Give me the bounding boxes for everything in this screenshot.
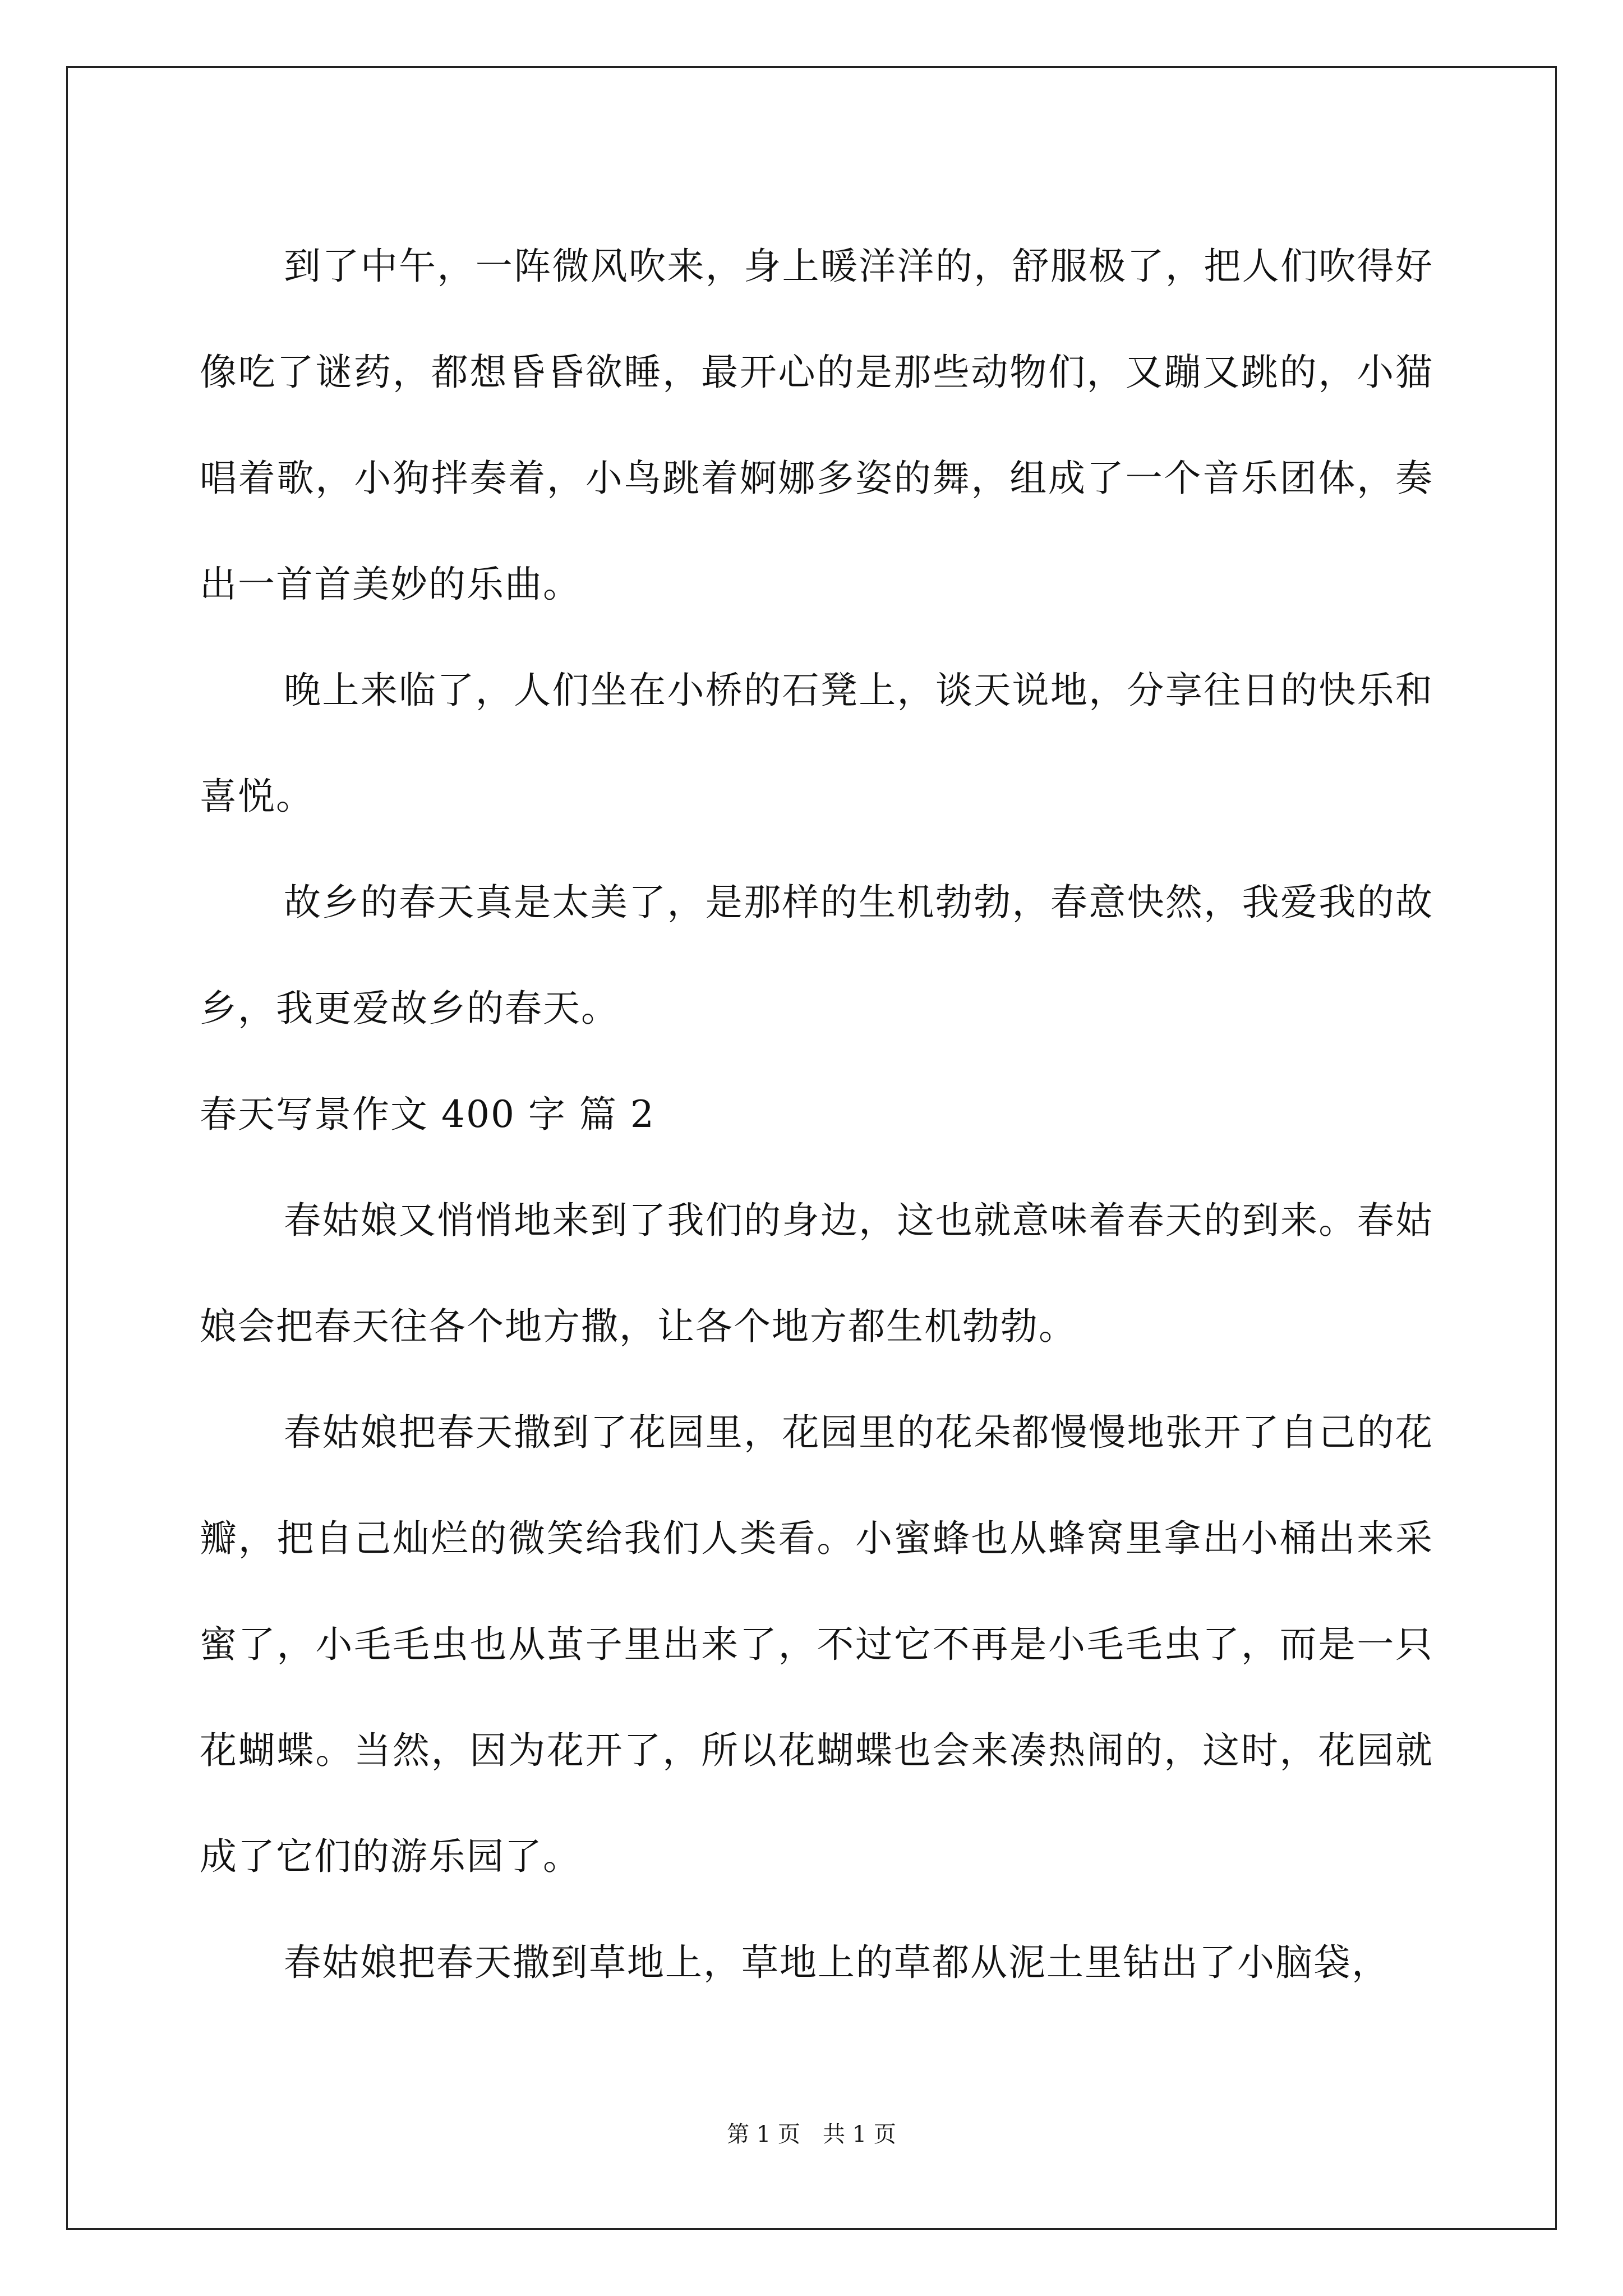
paragraph: 故乡的春天真是太美了，是那样的生机勃勃，春意快然，我爱我的故乡，我更爱故乡的春天。 xyxy=(200,881,1433,1030)
page-number-footer: 第 1 页 共 1 页 xyxy=(727,2122,896,2147)
paragraph: 春姑娘把春天撒到草地上，草地上的草都从泥土里钻出了小脑袋， xyxy=(284,1941,1390,1984)
section-heading: 春天写景作文 400 字 篇 2 xyxy=(200,1093,655,1136)
paragraph: 春姑娘又悄悄地来到了我们的身边，这也就意味着春天的到来。春姑娘会把春天往各个地方撒，让各个地方都生机勃勃。 xyxy=(200,1199,1433,1348)
paragraph: 到了中午，一阵微风吹来，身上暖洋洋的，舒服极了，把人们吹得好像吃了谜药，都想昏昏欲睡，最开心的是那些动物们，又蹦又跳的，小猫唱着歌，小狗拌奏着，小鸟跳着婀娜多姿的舞，组成了一个音乐团体，奏出一首首美妙的乐曲。 xyxy=(200,245,1433,606)
paragraph: 晚上来临了，人们坐在小桥的石凳上，谈天说地，分享往日的快乐和喜悦。 xyxy=(200,669,1433,818)
document-body xyxy=(200,213,1433,2016)
paragraph: 春姑娘把春天撒到了花园里，花园里的花朵都慢慢地张开了自己的花瓣，把自己灿烂的微笑给我们人类看。小蜜蜂也从蜂窝里拿出小桶出来采蜜了，小毛毛虫也从茧子里出来了，不过它不再是小毛毛虫了，而是一只花蝴蝶。当然，因为花开了，所以花蝴蝶也会来凑热闹的，这时，花园就成了它们的游乐园了。 xyxy=(200,1411,1433,1878)
